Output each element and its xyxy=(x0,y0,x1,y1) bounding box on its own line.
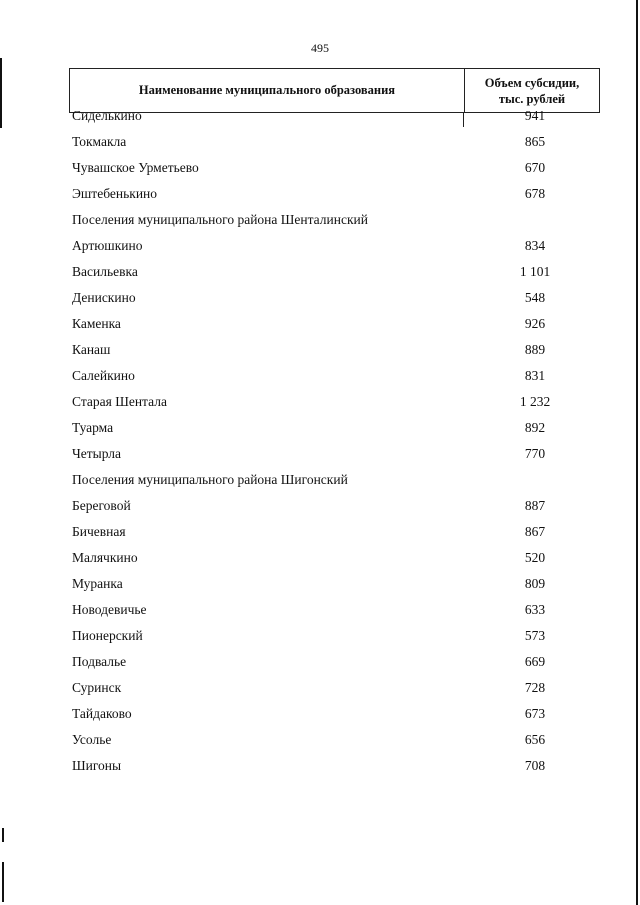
table-row xyxy=(0,524,640,550)
subsidy-value: 669 xyxy=(524,654,546,669)
municipality-name: Подвалье xyxy=(72,654,127,669)
subsidy-value: 834 xyxy=(524,238,546,253)
subsidy-value: 865 xyxy=(524,134,546,149)
municipality-name: Канаш xyxy=(72,342,111,357)
subsidy-value: 1 232 xyxy=(519,394,551,409)
municipality-name: Каменка xyxy=(72,316,121,331)
subsidy-value: 887 xyxy=(524,498,546,513)
municipality-name: Пионерский xyxy=(72,628,143,643)
subsidy-value: 926 xyxy=(524,316,546,331)
municipality-name: Поселения муниципального района Шенталинский xyxy=(72,212,368,227)
subsidy-value: 892 xyxy=(524,420,546,435)
subsidy-value: 889 xyxy=(524,342,546,357)
table-row xyxy=(0,732,640,758)
subsidy-value: 520 xyxy=(524,550,546,565)
table-row xyxy=(0,108,640,134)
page-number: 495 xyxy=(311,41,329,55)
municipality-name: Васильевка xyxy=(72,264,138,279)
municipality-name: Четырла xyxy=(72,446,122,461)
table-row xyxy=(0,134,640,160)
scan-edge-mark-middle xyxy=(2,828,4,842)
subsidy-value: 678 xyxy=(524,186,546,201)
table-row xyxy=(0,316,640,342)
subsidy-value: 573 xyxy=(524,628,546,643)
municipality-name: Салейкино xyxy=(72,368,135,383)
table-row xyxy=(0,342,640,368)
subsidy-value: 656 xyxy=(524,732,546,747)
municipality-name: Токмакла xyxy=(72,134,127,149)
municipality-name: Усолье xyxy=(72,732,112,747)
header-municipality-name: Наименование муниципального образования xyxy=(70,69,465,112)
municipality-name: Муранка xyxy=(72,576,123,591)
table-row xyxy=(0,654,640,680)
municipality-name: Береговой xyxy=(72,498,131,513)
municipality-name: Малячкино xyxy=(72,550,138,565)
table-row xyxy=(0,472,640,498)
municipality-name: Артюшкино xyxy=(72,238,143,253)
municipality-name: Новодевичье xyxy=(72,602,147,617)
table-row xyxy=(0,394,640,420)
municipality-name: Денискино xyxy=(72,290,136,305)
table-row xyxy=(0,602,640,628)
subsidy-value: 867 xyxy=(524,524,546,539)
table-row xyxy=(0,498,640,524)
table-row xyxy=(0,160,640,186)
scan-edge-mark-bottom xyxy=(2,862,4,902)
table-row xyxy=(0,368,640,394)
table-row xyxy=(0,264,640,290)
municipality-name: Туарма xyxy=(72,420,114,435)
subsidy-value: 809 xyxy=(524,576,546,591)
subsidy-value: 673 xyxy=(524,706,546,721)
municipality-name: Суринск xyxy=(72,680,122,695)
subsidy-value: 831 xyxy=(524,368,546,383)
table-row xyxy=(0,628,640,654)
table-row xyxy=(0,446,640,472)
subsidy-value: 770 xyxy=(524,446,546,461)
table-row xyxy=(0,550,640,576)
municipality-name: Поселения муниципального района Шигонский xyxy=(72,472,348,487)
table-row xyxy=(0,238,640,264)
table-header xyxy=(69,68,600,113)
municipality-name: Старая Шентала xyxy=(72,394,167,409)
table-body xyxy=(0,108,640,784)
municipality-name: Шигоны xyxy=(72,758,122,773)
subsidy-value: 548 xyxy=(524,290,546,305)
subsidy-value: 633 xyxy=(524,602,546,617)
subsidy-value: 728 xyxy=(524,680,546,695)
subsidy-value: 1 101 xyxy=(519,264,551,279)
subsidy-value: 670 xyxy=(524,160,546,175)
table-row xyxy=(0,706,640,732)
municipality-name: Эштебенькино xyxy=(72,186,158,201)
table-row xyxy=(0,290,640,316)
table-row xyxy=(0,758,640,784)
table-row xyxy=(0,420,640,446)
table-row xyxy=(0,680,640,706)
municipality-name: Сиделькино xyxy=(72,108,142,123)
municipality-name: Чувашское Урметьево xyxy=(72,160,199,175)
header-subsidy-volume: Объем субсидии, тыс. рублей xyxy=(484,75,580,106)
municipality-name: Бичевная xyxy=(72,524,126,539)
table-row xyxy=(0,186,640,212)
subsidy-value: 708 xyxy=(524,758,546,773)
table-row xyxy=(0,576,640,602)
municipality-name: Тайдаково xyxy=(72,706,132,721)
subsidy-value: 941 xyxy=(524,108,546,123)
table-row xyxy=(0,212,640,238)
